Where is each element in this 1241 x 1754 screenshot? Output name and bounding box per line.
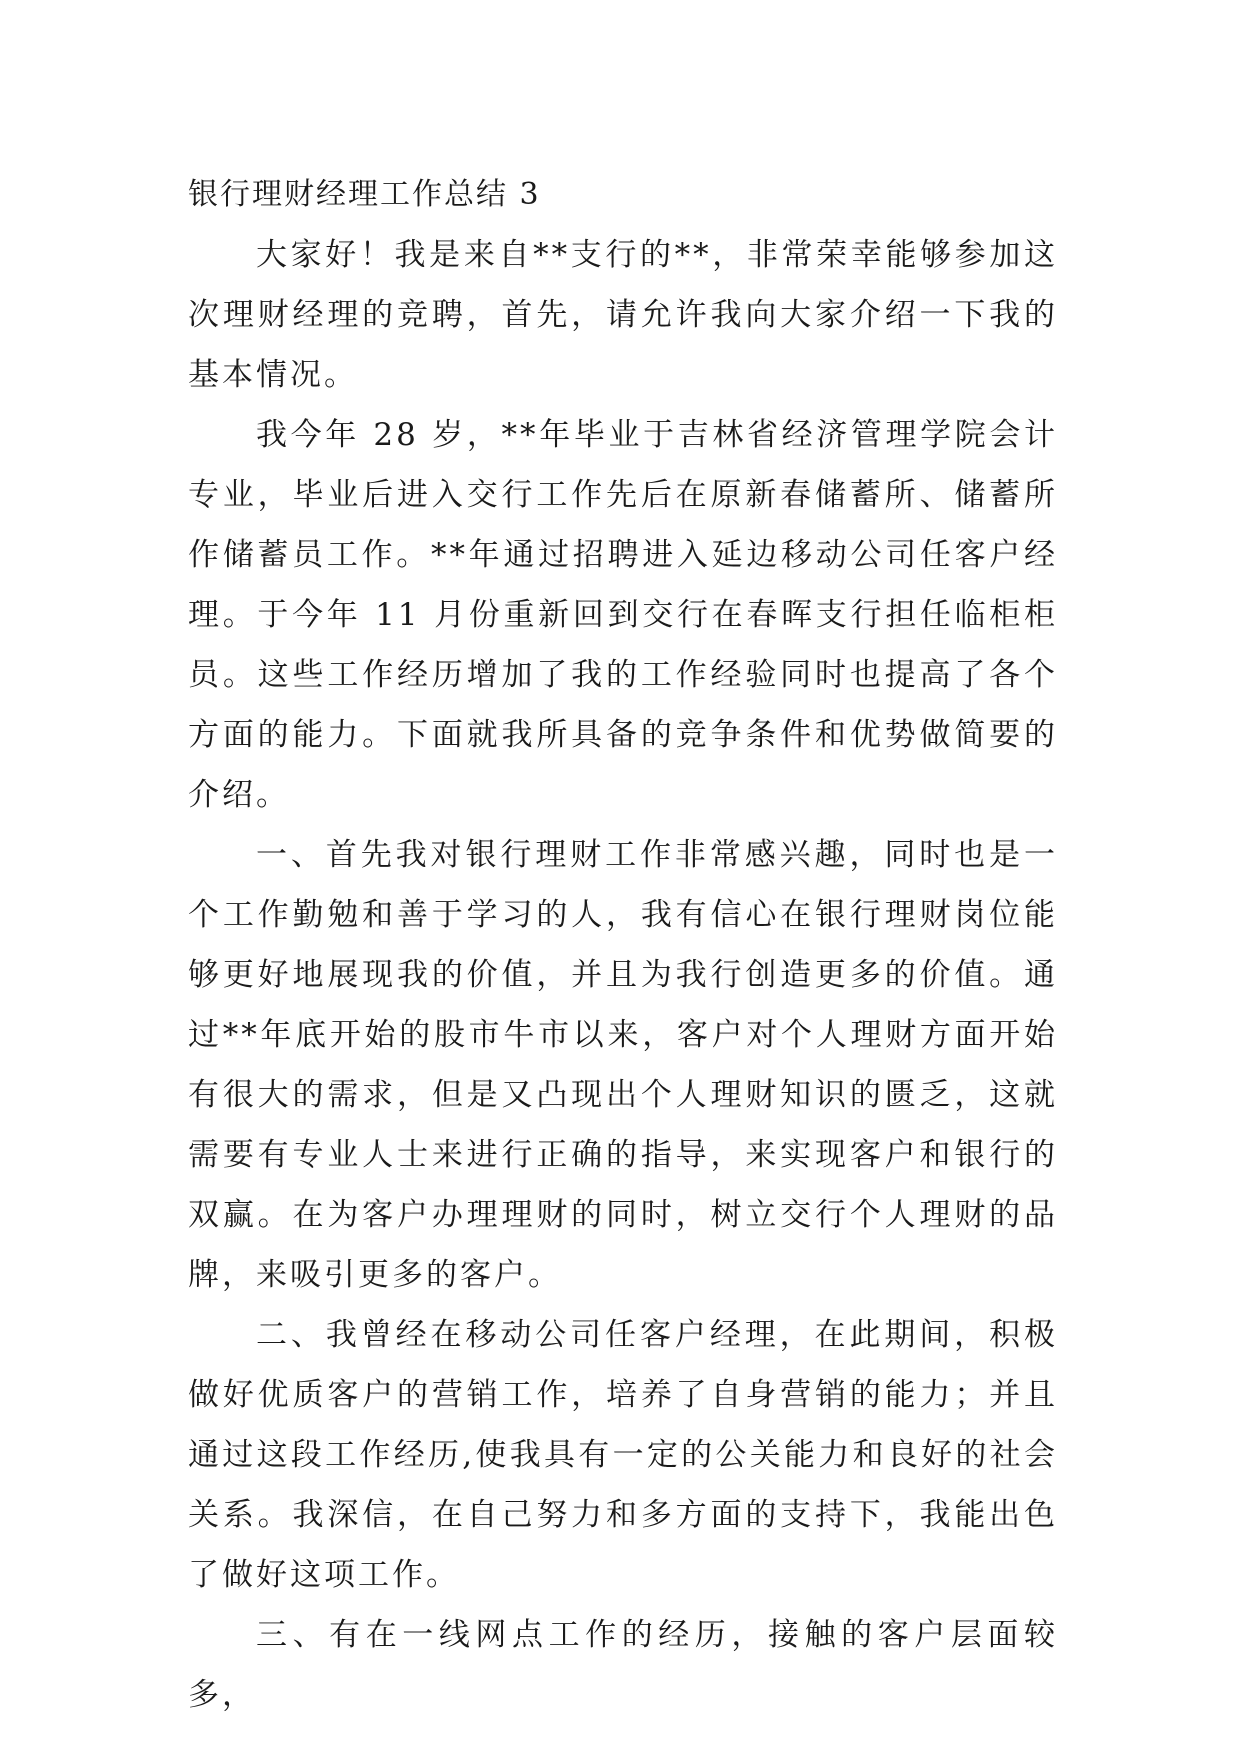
paragraph-point-two: 二、我曾经在移动公司任客户经理，在此期间，积极做好优质客户的营销工作，培养了自身营销的能力；并且通过这段工作经历,使我具有一定的公关能力和良好的社会关系。我深信，在自己努力和多方面的支持下，我能出色了做好这项工作。 (188, 1317, 1058, 1593)
paragraph-point-three: 三、有在一线网点工作的经历，接触的客户层面较多， (188, 1617, 1058, 1713)
paragraph-intro: 大家好！我是来自**支行的**，非常荣幸能够参加这次理财经理的竞聘，首先，请允许我向大家介绍一下我的基本情况。 (188, 237, 1058, 393)
document-body (188, 165, 1058, 1725)
document-title: 银行理财经理工作总结 3 (188, 177, 541, 212)
paragraph-point-one: 一、首先我对银行理财工作非常感兴趣，同时也是一个工作勤勉和善于学习的人，我有信心在银行理财岗位能够更好地展现我的价值，并且为我行创造更多的价值。通过**年底开始的股市牛市以来，客户对个人理财方面开始有很大的需求，但是又凸现出个人理财知识的匮乏，这就需要有专业人士来进行正确的指导，来实现客户和银行的双赢。在为客户办理理财的同时，树立交行个人理财的品牌，来吸引更多的客户。 (188, 837, 1058, 1293)
paragraph-background: 我今年 28 岁，**年毕业于吉林省经济管理学院会计专业，毕业后进入交行工作先后在原新春储蓄所、储蓄所作储蓄员工作。**年通过招聘进入延边移动公司任客户经理。于今年 11 月份重新回到交行在春晖支行担任临柜柜员。这些工作经历增加了我的工作经验同时也提高了各个方面的能力。下面就我所具备的竞争条件和优势做简要的介绍。 (188, 417, 1058, 813)
